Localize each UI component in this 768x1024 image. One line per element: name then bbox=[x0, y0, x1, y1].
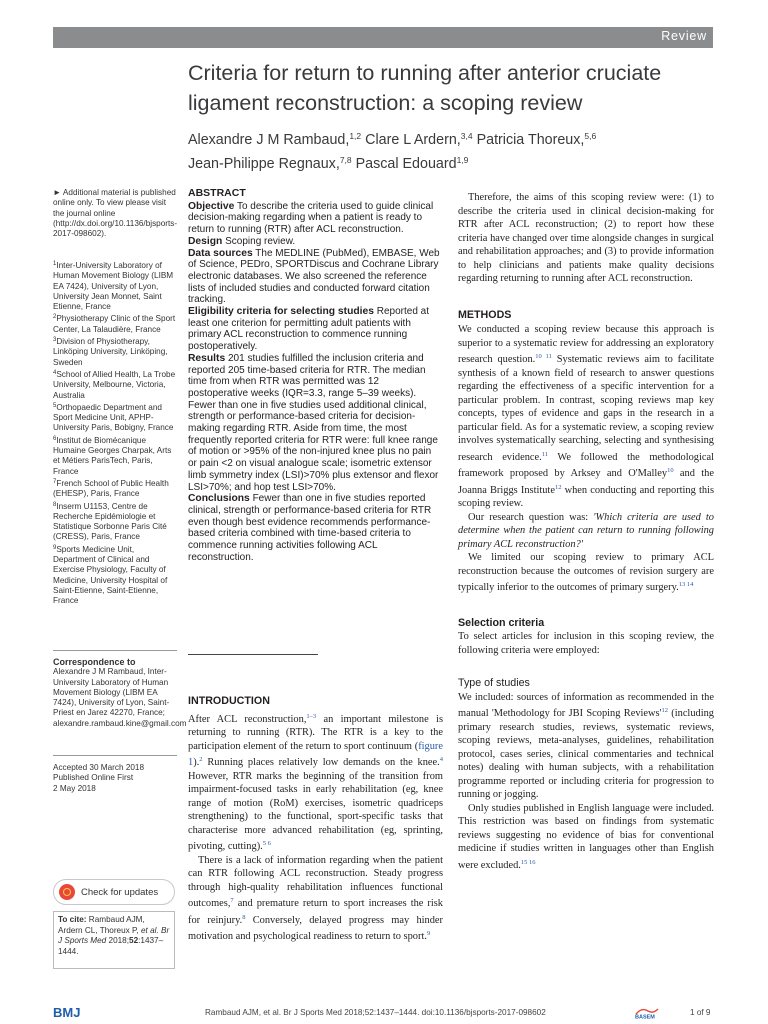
additional-material-note: ► Additional material is published online only. To view please visit the journal online (http://dx.doi.org/10.1136/bjsports-2017-098602). bbox=[53, 188, 178, 239]
affiliation: $^3$Division of Physiotherapy, Linköping University, Linköping, Sweden bbox=[53, 337, 168, 367]
check-for-updates-button[interactable] bbox=[53, 879, 175, 905]
affiliation: $^1$Inter-University Laboratory of Human Movement Biology (LIBM EA 7424), University of Lyon, University Jean Monnet, Saint Etienne, France bbox=[53, 261, 174, 312]
basem-logo bbox=[634, 1005, 660, 1019]
svg-text:BASEM: BASEM bbox=[635, 1014, 655, 1019]
figure-link[interactable]: figure 1 bbox=[188, 740, 443, 768]
introduction-heading: INTRODUCTION bbox=[188, 695, 270, 707]
page-number: 1 of 9 bbox=[690, 1008, 711, 1017]
divider bbox=[53, 755, 177, 756]
article-title: Criteria for return to running after anterior cruciate ligament reconstruction: a scoping review bbox=[188, 61, 662, 115]
published-date: 2 May 2018 bbox=[53, 783, 96, 793]
aims-paragraph: Therefore, the aims of this scoping review were: (1) to describe the criteria used in clinical decision-making for RTR after ACL reconstruction; (2) to report how these criteria have changed over time alongside changes in surgical and rehabilitation approaches; and (3) to provide information to help clinicians and patients make quality decisions regarding returning to running after ACL reconstruction. bbox=[458, 192, 714, 284]
footer-citation: Rambaud AJM, et al. Br J Sports Med 2018;52:1437–1444. doi:10.1136/bjsports-2017-098602 bbox=[205, 1008, 546, 1017]
affiliation: $^9$Sports Medicine Unit, Department of Clinical and Exercise Physiology, Faculty of Medicine, University Hospital of Saint-Etienne, Saint-Etienne, France bbox=[53, 544, 168, 606]
affiliations bbox=[53, 259, 177, 607]
types-paragraph: Only studies published in English language were included. This restriction was based on findings from systematic reviews suggesting no evidence of bias for conventional medicine if studies written in languages other than English were excluded.$^{15 16}$ bbox=[458, 802, 714, 871]
affiliation: $^5$Orthopaedic Department and Sport Medicine Unit, APHP-University Paris, Bobigny, France bbox=[53, 402, 174, 433]
affiliation: $^6$Institut de Biomécanique Humaine Georges Charpak, Arts et Métiers ParisTech, Paris, France bbox=[53, 435, 172, 476]
abstract-sources: Data sources The MEDLINE (PubMed), EMBASE, Web of Science, PEDro, SPORTDiscus and Cochrane Library electronic databases. We also screened the reference lists of included studies and conducted forward citation tracking. bbox=[188, 247, 440, 306]
selection-criteria-heading: Selection criteria bbox=[458, 616, 545, 629]
author-list: Alexandre J M Rambaud,$^{1,2}$ Clare L Ardern,$^{3,4}$ Patricia Thoreux,$^{5,6}$ Jean-Philippe Regnaux,$^{7,8}$ Pascal Edouard$^{1,9}$ bbox=[188, 131, 597, 172]
to-cite-text: Rambaud AJM, Ardern CL, Thoreux P, bbox=[58, 915, 145, 935]
correspondence bbox=[53, 657, 187, 729]
affiliation: $^7$French School of Public Health (EHESP), Paris, France bbox=[53, 478, 169, 499]
abstract-objective: Objective To describe the criteria used to guide clinical decision-making regarding when a patient is ready to return to running (RTR) after ACL reconstruction. bbox=[188, 200, 434, 236]
introduction bbox=[188, 695, 443, 944]
section-label: Review bbox=[661, 29, 707, 43]
intro-paragraph: There is a lack of information regarding when the patient can RTR following ACL reconstruction. Steady progress through high-quality rehabilitation influences functional outcomes,$^7$ and premature return to sport increases the risk for reinjury.$^8$ Conversely, delayed progress may hinder motivation and psychological readiness to return to sport.$^9$ bbox=[188, 854, 443, 942]
abstract bbox=[188, 188, 440, 564]
author: Patricia Thoreux, bbox=[476, 132, 585, 148]
author: Pascal Edouard bbox=[355, 156, 457, 172]
published-label: Published Online First bbox=[53, 773, 134, 783]
abstract-divider bbox=[188, 654, 318, 655]
affiliation: $^4$School of Allied Health, La Trobe University, Melbourne, Victoria, Australia bbox=[53, 369, 176, 400]
methods-paragraph: We limited our scoping review to primary ACL reconstruction because the outcomes of revision surgery are typically inferior to the outcomes of primary surgery.$^{13 14}$ bbox=[458, 552, 714, 593]
abstract-design: Design Scoping review. bbox=[188, 235, 296, 247]
type-of-studies-heading: Type of studies bbox=[458, 677, 530, 689]
to-cite-label: To cite: bbox=[58, 915, 87, 924]
abstract-heading: ABSTRACT bbox=[188, 187, 246, 199]
to-cite-box: To cite: Rambaud AJM, Ardern CL, Thoreux P, et al. Br J Sports Med 2018;52:1437–1444. bbox=[53, 911, 175, 969]
abstract-conclusions: Conclusions Fewer than one in five studies reported clinical, strength or performance-based criteria for RTR even though best evidence recommends performance-based criteria combined with time-based criteria to commence running activities following ACL reconstruction. bbox=[188, 493, 432, 563]
bmj-logo: BMJ bbox=[53, 1005, 81, 1020]
methods-heading: METHODS bbox=[458, 308, 512, 321]
author: Alexandre J M Rambaud, bbox=[188, 132, 350, 148]
research-question-paragraph: Our research question was: 'Which criteria are used to determine when the patient can return to running following primary ACL reconstruction?' bbox=[458, 511, 714, 550]
selection-paragraph: To select articles for inclusion in this scoping review, the following criteria were employed: bbox=[458, 631, 714, 656]
section-bar bbox=[53, 27, 713, 48]
affiliation: $^2$Physiotherapy Clinic of the Sport Center, La Talaudière, France bbox=[53, 314, 176, 334]
intro-paragraph: After ACL reconstruction,$^{1-3}$ an important milestone is returning to running (RTR). The RTR is a key to the participation element of the return to sport continuum (figure 1).$^2$ Running places relatively low demands on the knee.$^4$ However, RTR marks the beginning of the transition from impairment-focused tasks in early rehabilitation (eg, knee range of motion (RoM) exercises, isometric quadriceps strengthening) to the functional, sport-specific tasks that characterise more advanced rehabilitation (eg, sprinting, pivoting, cutting).$^{5 6}$ bbox=[188, 712, 443, 852]
correspondence-text: Alexandre J M Rambaud, Inter-University Laboratory of Human Movement Biology (LIBM EA 7424), University of Lyon, Saint-Priest en Jarez 42270, France; alexandre.rambaud.kine@gmail.com bbox=[53, 667, 187, 728]
types-paragraph: We included: sources of information as recommended in the manual 'Methodology for JBI Scoping $Reviews'^{12}$ (including primary research studies, reviews, systematic reviews, scoping reviews, meta-analyses, guidelines, rehabilitation protocol, cases series, clinical commentaries and technical notes) dealing with human subjects, with a rehabilitation programme reported or including criteria for progression to running or jogging. bbox=[458, 691, 714, 800]
accepted-date: Accepted 30 March 2018 bbox=[53, 763, 145, 772]
abstract-eligibility: Eligibility criteria for selecting studies Reported at least one criterion for permitting adult patients with primary ACL reconstruction to commence running postoperatively. bbox=[188, 306, 430, 353]
methods-paragraph: We conducted a scoping review because this approach is superior to a systematic review for addressing an exploratory research question.$^{10 11}$ Systematic reviews aim to facilitate synthesis of a known field of research to answer questions regarding the effectiveness of a specific intervention for a particular problem. In contrast, scoping reviews map key concepts, types of evidence and gaps in the research in a particular field. As for a systematic review, a scoping review involves systematically searching, selecting and synthesising research evidence.$^{11}$ We followed the methodological framework proposed by Arksey and O'Malley$^{10}$ and the Joanna Briggs Institute$^{12}$ when conducting and reporting this scoping review. bbox=[458, 324, 714, 509]
abstract-results: Results 201 studies fulfilled the inclusion criteria and reported 205 time-based criteria for RTR. The median time from when RTR was permitted was 12 postoperative weeks (IQR=3.3, range 5–39 weeks). Fewer than one in five studies used additional clinical, strength or performance-based criteria for decision-making regarding RTR. Aside from time, the most frequently reported criteria for RTR were: full knee range of motion or >95% of the non-injured knee plus no pain or pain <2 on visual analogue scale; isometric extensor limb symmetry index (LSI)>70% plus extensor and flexor LSI>70%; and hop test LSI>70%. bbox=[188, 352, 439, 493]
to-cite-journal: et al. Br J Sports Med bbox=[58, 925, 170, 945]
right-column bbox=[458, 191, 714, 872]
check-updates-label: Check for updates bbox=[81, 886, 159, 898]
publication-dates bbox=[53, 763, 177, 794]
divider bbox=[53, 650, 177, 651]
correspondence-title: Correspondence to bbox=[53, 657, 136, 667]
author: Clare L Ardern, bbox=[365, 132, 461, 148]
author: Jean-Philippe Regnaux, bbox=[188, 156, 340, 172]
affiliation: $^8$Inserm U1153, Centre de Recherche Epidémiologie et Statistique Sorbonne Paris Cité (CRESS), Paris, France bbox=[53, 501, 167, 542]
check-updates-icon bbox=[59, 884, 75, 900]
